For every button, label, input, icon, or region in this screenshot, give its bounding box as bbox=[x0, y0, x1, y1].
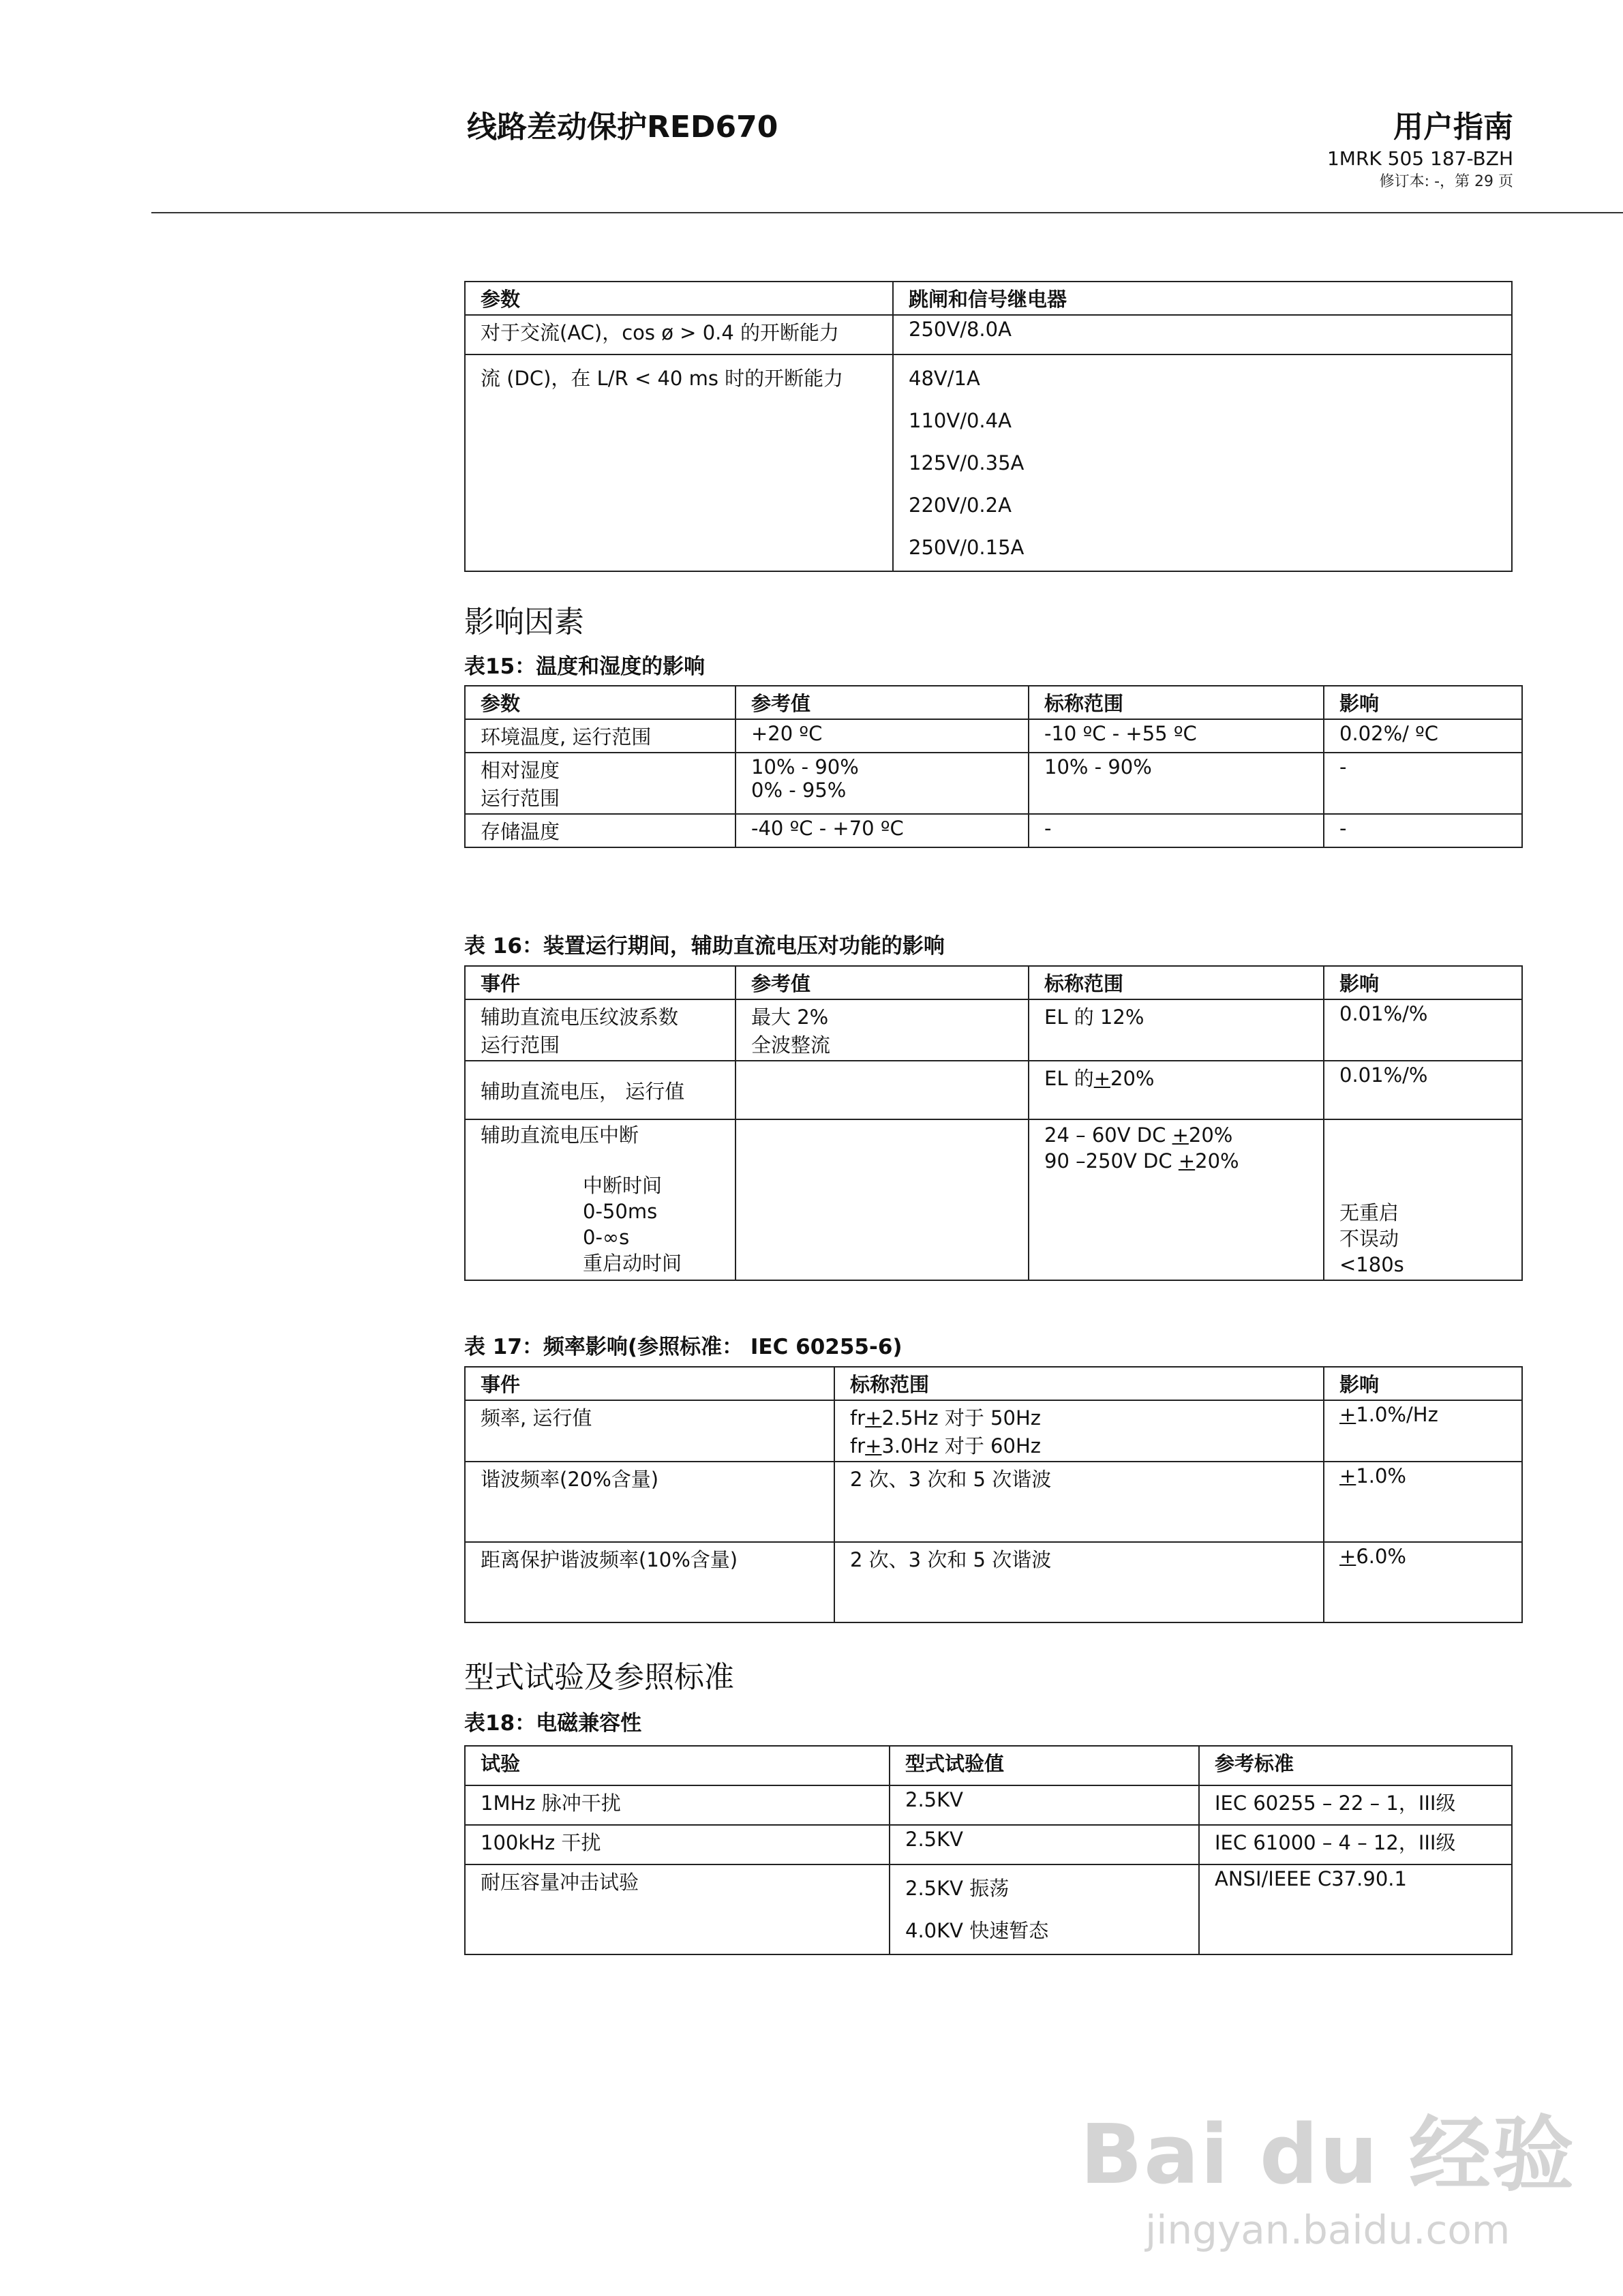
table-cell bbox=[1029, 1119, 1324, 1280]
aux-dc-voltage-table bbox=[464, 965, 1523, 1281]
table-header: 跳闸和信号继电器 bbox=[893, 282, 1512, 315]
value-line: 110V/0.4A bbox=[909, 409, 1012, 432]
table-cell bbox=[1324, 1119, 1522, 1280]
cell-line: 无重启 bbox=[1339, 1201, 1399, 1224]
table-cell bbox=[735, 999, 1029, 1061]
cell-line: 最大 2% bbox=[751, 1006, 829, 1029]
table-cell bbox=[1324, 1400, 1522, 1462]
table-cell: 1MHz 脉冲干扰 bbox=[465, 1785, 890, 1825]
cell-line bbox=[1044, 1122, 1308, 1148]
table-cell: 环境温度, 运行范围 bbox=[465, 719, 735, 753]
table-cell bbox=[465, 1119, 735, 1280]
cell-line: 重启动时间 bbox=[583, 1252, 682, 1275]
cell-text: 1.0%/Hz bbox=[1356, 1403, 1438, 1426]
table-header: 影响 bbox=[1324, 1367, 1522, 1400]
table-cell: - bbox=[1324, 753, 1522, 814]
table-cell bbox=[735, 1061, 1029, 1119]
document-title: 线路差动保护RED670 bbox=[467, 110, 778, 145]
table-header: 参考标准 bbox=[1199, 1746, 1512, 1785]
table-cell: 250V/8.0A bbox=[893, 315, 1512, 354]
cell-text: 90 –250V DC bbox=[1044, 1149, 1179, 1173]
cell-text: 20% bbox=[1110, 1067, 1155, 1090]
table-cell bbox=[1029, 1061, 1324, 1119]
cell-line: 运行范围 bbox=[481, 1033, 560, 1057]
cell-line: 相对湿度 bbox=[481, 759, 560, 782]
cell-line: 不误动 bbox=[1339, 1227, 1399, 1250]
table-header: 参数 bbox=[465, 282, 893, 315]
table-cell: 谐波频率(20%含量) bbox=[465, 1462, 834, 1542]
plus-minus-sign: + bbox=[865, 1406, 882, 1430]
table-cell: 2.5KV bbox=[890, 1825, 1199, 1864]
table-cell: 对于交流(AC)，cos ø > 0.4 的开断能力 bbox=[465, 315, 893, 354]
value-line: 250V/0.15A bbox=[909, 536, 1025, 559]
table-header: 参考值 bbox=[735, 686, 1029, 719]
watermark-logo-text: Bai du 经验 bbox=[1080, 2108, 1575, 2203]
table-header: 事件 bbox=[465, 966, 735, 999]
table-cell: IEC 60255 – 22 – 1，III级 bbox=[1199, 1785, 1512, 1825]
cell-line bbox=[850, 1403, 1308, 1431]
table18-caption: 表18：电磁兼容性 bbox=[464, 1711, 642, 1736]
cell-line: 0-∞s bbox=[583, 1226, 630, 1249]
table-header: 标称范围 bbox=[1029, 966, 1324, 999]
table-header: 参数 bbox=[465, 686, 735, 719]
table-cell bbox=[834, 1400, 1324, 1462]
cell-text: 20% bbox=[1195, 1149, 1239, 1173]
table-cell: 0.01%/% bbox=[1324, 1061, 1522, 1119]
table-cell bbox=[893, 354, 1512, 571]
plus-minus-sign: + bbox=[1339, 1403, 1356, 1426]
table-cell: 0.01%/% bbox=[1324, 999, 1522, 1061]
revision-page: 修订本: -，第 29 页 bbox=[1379, 173, 1513, 190]
table-cell: -40 ºC - +70 ºC bbox=[735, 814, 1029, 847]
cell-line: 辅助直流电压纹波系数 bbox=[481, 1006, 679, 1029]
table-cell: 10% - 90% bbox=[1029, 753, 1324, 814]
table-cell: 100kHz 干扰 bbox=[465, 1825, 890, 1864]
header-right bbox=[1327, 109, 1513, 192]
table-cell: 2 次、3 次和 5 次谐波 bbox=[834, 1542, 1324, 1622]
table-cell: - bbox=[1029, 814, 1324, 847]
plus-minus-sign: + bbox=[865, 1434, 882, 1457]
section-heading-influence: 影响因素 bbox=[464, 605, 584, 639]
cell-line bbox=[850, 1431, 1308, 1459]
table-header: 型式试验值 bbox=[890, 1746, 1199, 1785]
table17-caption: 表 17：频率影响(参照标准： IEC 60255-6) bbox=[464, 1335, 902, 1359]
table-header: 标称范围 bbox=[834, 1367, 1324, 1400]
header-divider bbox=[151, 212, 1623, 213]
table-header: 影响 bbox=[1324, 966, 1522, 999]
table-cell: -10 ºC - +55 ºC bbox=[1029, 719, 1324, 753]
cell-text: EL 的 bbox=[1044, 1067, 1094, 1090]
value-line: 125V/0.35A bbox=[909, 451, 1025, 474]
cell-line: 4.0KV 快速暂态 bbox=[905, 1919, 1049, 1942]
plus-minus-sign: + bbox=[1172, 1123, 1189, 1147]
value-line: 220V/0.2A bbox=[909, 494, 1012, 517]
temperature-humidity-table bbox=[464, 685, 1523, 848]
cell-line bbox=[1044, 1148, 1308, 1174]
cell-line: 全波整流 bbox=[751, 1033, 831, 1057]
table-cell: ANSI/IEEE C37.90.1 bbox=[1199, 1864, 1512, 1954]
table-header: 标称范围 bbox=[1029, 686, 1324, 719]
cell-line: 辅助直流电压中断 bbox=[481, 1123, 639, 1147]
emc-table bbox=[464, 1745, 1513, 1955]
table-cell: EL 的 12% bbox=[1029, 999, 1324, 1061]
table-header: 试验 bbox=[465, 1746, 890, 1785]
table-cell bbox=[1324, 1542, 1522, 1622]
relay-breaking-capacity-table bbox=[464, 281, 1513, 572]
user-guide-label: 用户指南 bbox=[1393, 110, 1513, 145]
table-cell bbox=[465, 1061, 735, 1119]
table15-caption: 表15：温度和湿度的影响 bbox=[464, 654, 706, 679]
cell-line: 2.5KV 振荡 bbox=[905, 1877, 1010, 1900]
cell-text: 20% bbox=[1188, 1123, 1233, 1147]
cell-text: 6.0% bbox=[1356, 1545, 1406, 1568]
cell-line: <180s bbox=[1339, 1253, 1404, 1276]
cell-text: fr bbox=[850, 1406, 866, 1430]
document-number: 1MRK 505 187-BZH bbox=[1326, 147, 1513, 170]
table-cell bbox=[735, 753, 1029, 814]
table-cell: 频率, 运行值 bbox=[465, 1400, 834, 1462]
cell-line: 0% - 95% bbox=[751, 779, 847, 802]
cell-text: 2.5Hz 对于 50Hz bbox=[881, 1406, 1041, 1430]
cell-text: 3.0Hz 对于 60Hz bbox=[881, 1434, 1041, 1457]
table-cell: 0.02%/ ºC bbox=[1324, 719, 1522, 753]
table-cell: 距离保护谐波频率(10%含量) bbox=[465, 1542, 834, 1622]
cell-line: 10% - 90% bbox=[751, 755, 859, 779]
table16-caption: 表 16：装置运行期间，辅助直流电压对功能的影响 bbox=[464, 934, 945, 958]
table-cell bbox=[465, 999, 735, 1061]
plus-minus-sign: + bbox=[1178, 1149, 1196, 1173]
cell-line: 运行范围 bbox=[481, 787, 560, 810]
watermark-url: jingyan.baidu.com bbox=[1145, 2207, 1511, 2253]
table-cell bbox=[465, 753, 735, 814]
table-cell bbox=[890, 1864, 1199, 1954]
table-cell: 2.5KV bbox=[890, 1785, 1199, 1825]
cell-text: fr bbox=[850, 1434, 866, 1457]
cell-text: 24 – 60V DC bbox=[1044, 1123, 1172, 1147]
value-line: 48V/1A bbox=[909, 367, 980, 390]
cell-text: 1.0% bbox=[1356, 1464, 1406, 1487]
table-cell: 流 (DC)，在 L/R < 40 ms 时的开断能力 bbox=[465, 354, 893, 571]
section-heading-type-tests: 型式试验及参照标准 bbox=[464, 1660, 734, 1695]
table-cell bbox=[1324, 1462, 1522, 1542]
table-cell bbox=[735, 1119, 1029, 1280]
frequency-influence-table bbox=[464, 1366, 1523, 1623]
table-cell: IEC 61000 – 4 – 12，III级 bbox=[1199, 1825, 1512, 1864]
table-cell: 耐压容量冲击试验 bbox=[465, 1864, 890, 1954]
baidu-jingyan-watermark bbox=[1080, 2089, 1575, 2253]
table-header: 事件 bbox=[465, 1367, 834, 1400]
table-cell: - bbox=[1324, 814, 1522, 847]
cell-line: 0-50ms bbox=[583, 1200, 658, 1223]
table-header: 参考值 bbox=[735, 966, 1029, 999]
cell-line: 中断时间 bbox=[583, 1174, 663, 1197]
cell-text: 辅助直流电压， 运行值 bbox=[481, 1079, 685, 1103]
plus-minus-sign: + bbox=[1339, 1464, 1356, 1487]
table-cell: 存储温度 bbox=[465, 814, 735, 847]
plus-minus-sign: + bbox=[1339, 1545, 1356, 1568]
plus-minus-sign: + bbox=[1093, 1067, 1111, 1090]
table-cell: +20 ºC bbox=[735, 719, 1029, 753]
table-header: 影响 bbox=[1324, 686, 1522, 719]
table-cell: 2 次、3 次和 5 次谐波 bbox=[834, 1462, 1324, 1542]
